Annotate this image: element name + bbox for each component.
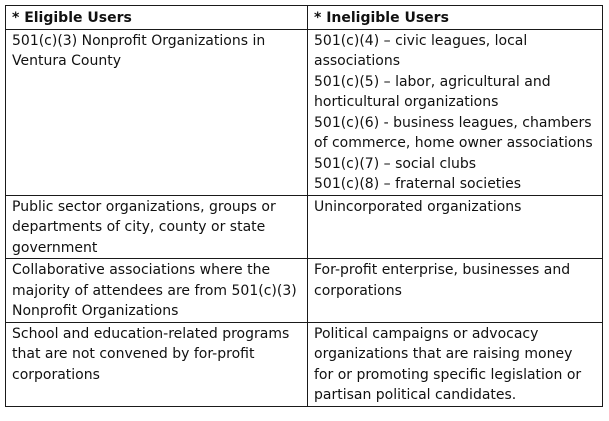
ineligible-item: 501(c)(8) – fraternal societies (314, 176, 522, 192)
ineligible-item: Political campaigns or advocacy organizations that are raising money for or promoting specific legislation or partisan political candidates. (314, 325, 582, 403)
table-row (6, 195, 603, 259)
ineligible-item: 501(c)(7) – social clubs (314, 155, 477, 172)
eligibility-table-container (5, 5, 603, 407)
ineligible-cell (308, 259, 603, 323)
table-row (6, 259, 603, 323)
ineligible-cell (308, 29, 603, 195)
eligible-cell: School and education-related programs that are not convened by for-profit corporations (6, 322, 308, 406)
ineligible-users-header: * Ineligible Users (308, 6, 603, 30)
ineligible-item: For-profit enterprise, businesses and corporations (314, 262, 571, 299)
eligible-users-header: * Eligible Users (6, 6, 308, 30)
table-row (6, 29, 603, 195)
eligible-cell: 501(c)(3) Nonprofit Organizations in Ventura County (6, 29, 308, 195)
eligible-cell: Public sector organizations, groups or departments of city, county or state government (6, 195, 308, 259)
ineligible-item: 501(c)(4) – civic leagues, local associations (314, 32, 528, 69)
table-header-row (6, 6, 603, 30)
ineligible-cell (308, 195, 603, 259)
eligible-cell: Collaborative associations where the majority of attendees are from 501(c)(3) Nonprofit Organizations (6, 259, 308, 323)
eligibility-table (5, 5, 603, 407)
table-row (6, 322, 603, 406)
ineligible-item: Unincorporated organizations (314, 198, 522, 215)
ineligible-item: 501(c)(5) – labor, agricultural and horticultural organizations (314, 73, 551, 110)
ineligible-item: 501(c)(6) - business leagues, chambers of commerce, home owner associations (314, 114, 593, 151)
ineligible-cell (308, 322, 603, 406)
